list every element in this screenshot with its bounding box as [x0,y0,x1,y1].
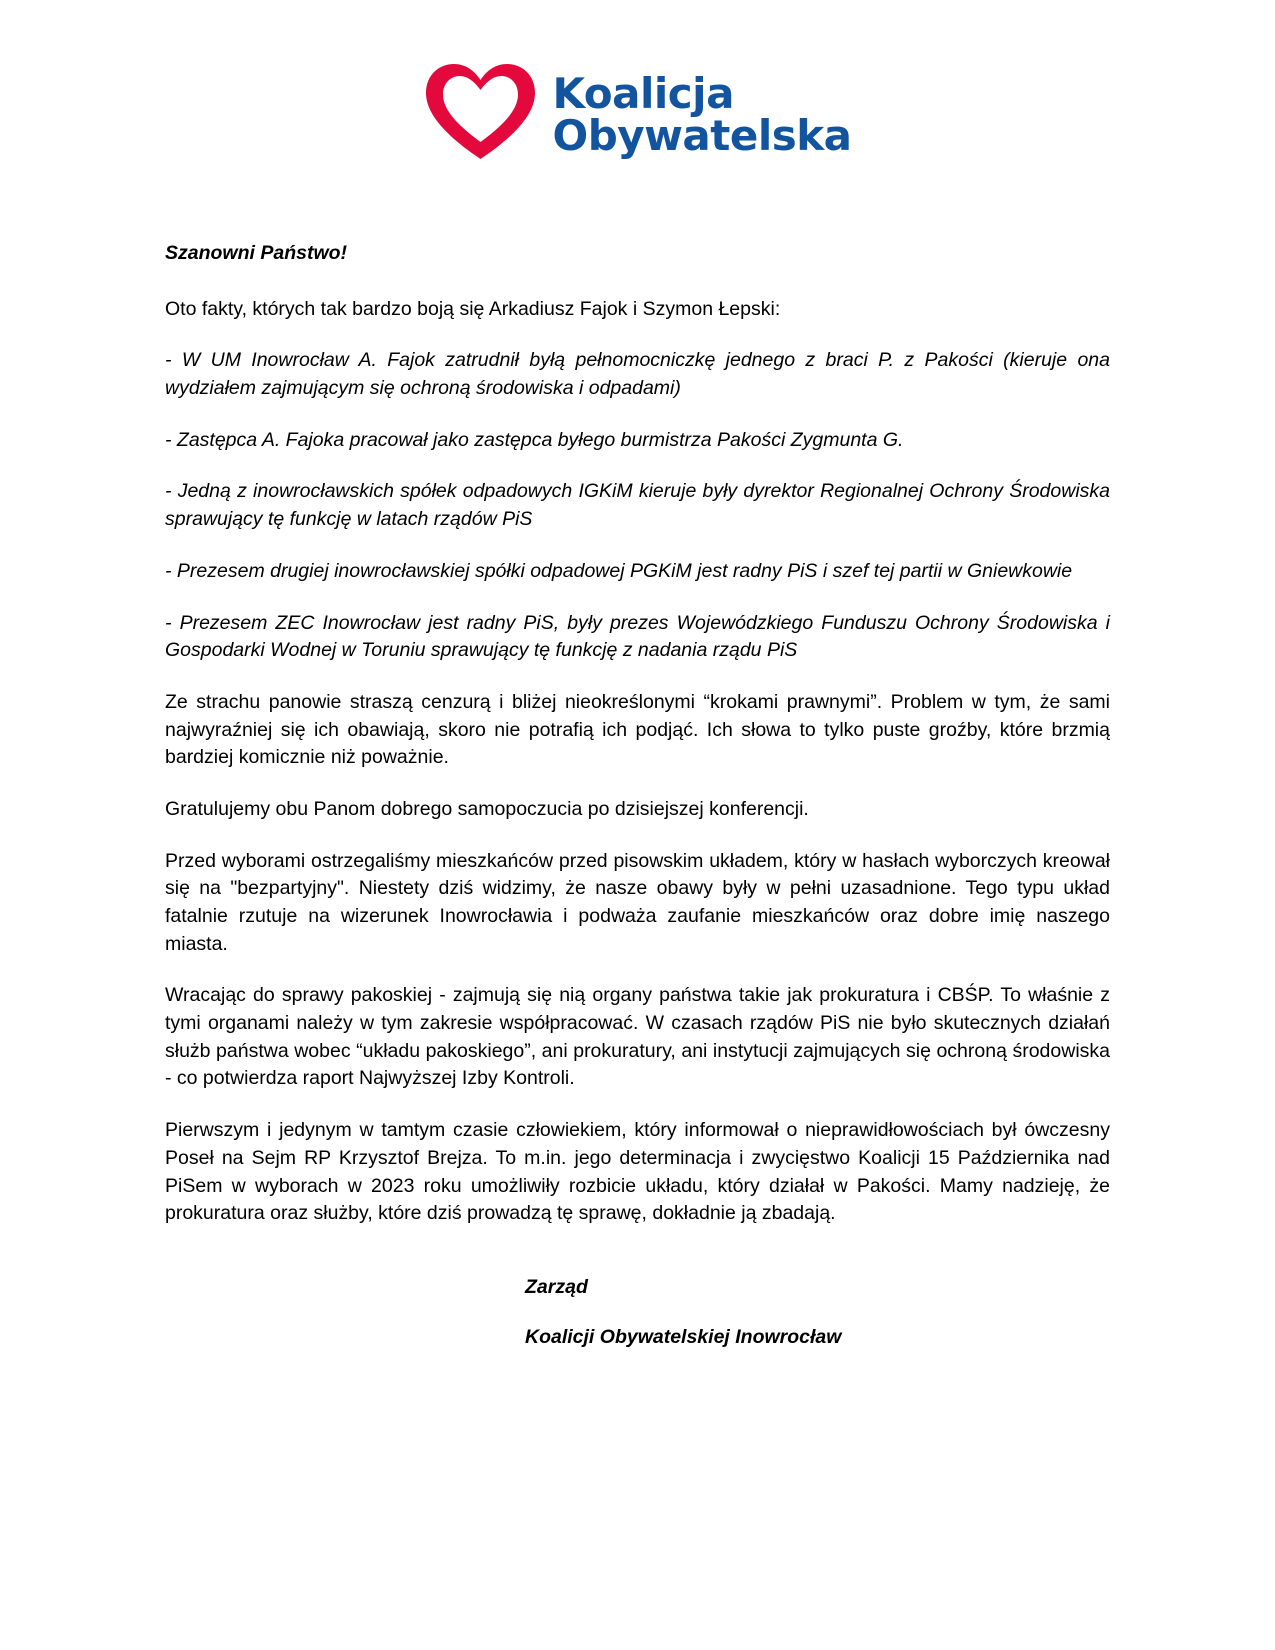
fact-item: - Prezesem ZEC Inowrocław jest radny PiS, były prezes Wojewódzkiego Funduszu Ochrony Środowiska i Gospodarki Wodnej w Toruniu sprawujący tę funkcję z nadania rządu PiS [165,611,1110,662]
logo-wordmark [552,68,852,160]
body-paragraph: Wracając do sprawy pakoskiej - zajmują się nią organy państwa takie jak prokuratura i CBŚP. To właśnie z tymi organami należy w tym zakresie współpracować. W czasach rządów PiS nie było skutecznych działań służb państwa wobec “układu pakoskiego”, ani prokuratury, ani instytucji zajmujących się ochroną środowiska - co potwierdza raport Najwyższej Izby Kontroli. [165,984,1110,1090]
fact-item: - Zastępca A. Fajoka pracował jako zastępca byłego burmistrza Pakości Zygmunta G. [165,428,904,451]
fact-item: - Prezesem drugiej inowrocławskiej spółki odpadowej PGKiM jest radny PiS i szef tej partii w Gniewkowie [165,559,1073,582]
body-paragraph: Ze strachu panowie straszą cenzurą i bliżej nieokreślonymi “krokami prawnymi”. Problem w tym, że sami najwyraźniej się ich obawiają, skoro nie potrafią ich podjąć. Ich słowa to tylko puste groźby, które brzmią bardziej komicznie niż poważnie. [165,690,1110,769]
signature-block [165,1274,1110,1351]
heart-icon [423,62,538,162]
signature-line-1: Zarząd [525,1275,588,1298]
fact-item: - W UM Inowrocław A. Fajok zatrudnił byłą pełnomocniczkę jednego z braci P. z Pakości (kieruje ona wydziałem zajmującym się ochroną środowiska i odpadami) [165,349,1110,400]
fact-item: - Jedną z inowrocławskich spółek odpadowych IGKiM kieruje były dyrektor Regionalnej Ochrony Środowiska sprawujący tę funkcję w latach rządów PiS [165,480,1110,531]
body-paragraph: Gratulujemy obu Panom dobrego samopoczucia po dzisiejszej konferencji. [165,797,809,820]
logo-line-2: Obywatelska [552,111,852,160]
salutation: Szanowni Państwo! [165,242,348,264]
logo-line-1: Koalicja [552,69,734,119]
signature-line-2: Koalicji Obywatelskiej Inowrocław [525,1325,842,1348]
letter-body [165,162,1110,1351]
intro-paragraph: Oto fakty, których tak bardzo boją się Arkadiusz Fajok i Szymon Łepski: [165,297,781,320]
brand-logo [0,0,1275,162]
body-paragraph: Pierwszym i jedynym w tamtym czasie człowiekiem, który informował o nieprawidłowościach był ówczesny Poseł na Sejm RP Krzysztof Brejza. To m.in. jego determinacja i zwycięstwo Koalicji 15 Października nad PiSem w wyborach w 2023 roku umożliwiły rozbicie układu, który działał w Pakości. Mamy nadzieję, że prokuratura oraz służby, które dziś prowadzą tę sprawę, dokładnie ją zbadają. [165,1119,1110,1225]
body-paragraph: Przed wyborami ostrzegaliśmy mieszkańców przed pisowskim układem, który w hasłach wyborczych kreował się na "bezpartyjny". Niestety dziś widzimy, że nasze obawy były w pełni uzasadnione. Tego typu układ fatalnie rzutuje na wizerunek Inowrocławia i podważa zaufanie mieszkańców oraz dobre imię naszego miasta. [165,849,1110,955]
